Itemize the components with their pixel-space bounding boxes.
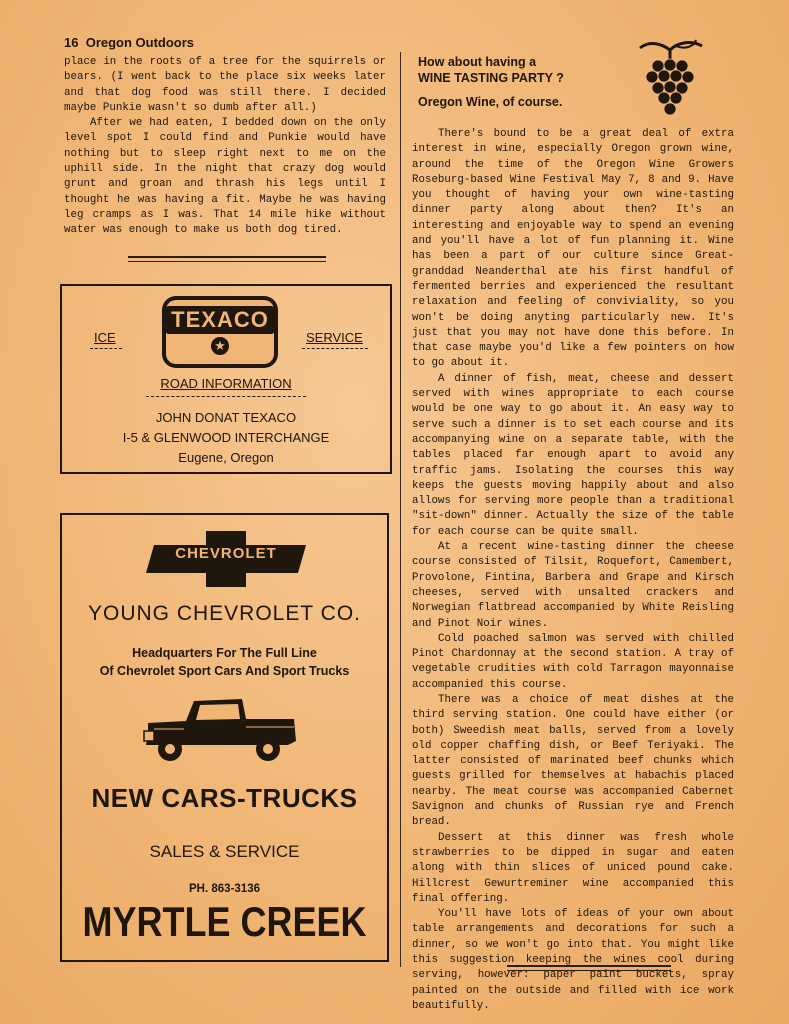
page-header <box>64 35 194 50</box>
chevrolet-ad <box>60 513 389 962</box>
left-story <box>64 55 386 239</box>
texaco-logo-text: TEXACO <box>165 306 275 334</box>
dash-divider <box>146 396 306 397</box>
ice-label: ICE <box>94 330 116 345</box>
grapes-icon <box>632 36 706 120</box>
article-paragraph: Cold poached salmon was served with chilled Pinot Chardonnay at the second station. A tray of vegetable crudities with cold Tarragon mayonnaise accompanied this course. <box>412 632 734 691</box>
page-number: 16 <box>64 35 79 50</box>
business-city: Eugene, Oregon <box>178 450 274 465</box>
wine-article-body <box>412 127 734 1014</box>
article-end-rule <box>507 965 671 967</box>
story-paragraph: After we had eaten, I bedded down on the only level spot I could find and Punkie would have nothing but to sleep right next to me on the uphill side. In the night that crazy dog would grunt and groan and thrash his legs until I thought he was having a fit. Maybe he was having leg cramps as I was. That 14 mile hike without water was enough to make us both dog tired. <box>64 117 386 237</box>
town-name: MYRTLE CREEK <box>82 897 367 945</box>
chevrolet-brand-text: CHEVROLET <box>175 545 277 562</box>
article-paragraph: There's bound to be a great deal of extra interest in wine, especially Oregon grown wine, around the time of the Oregon Wine Growers Roseburg-based Wine Festival May 7, 8 and 9. Have you thought of having your own wine-tasting dinner party along about then? It's an interesting and enjoyable way to spend an evening and you'll have a lot of fun planning it. Wine has been a part of our culture since Great-granddad Neanderthal ate his first handful of fermented berries and experienced the resultant relaxation and feeling of conviviality, so you won't be doing anyting particularly new. It's just that you may not have done this before. In that case maybe you'd like a few pointers on how to go about it. <box>412 128 734 370</box>
pickup-truck-icon <box>142 693 300 769</box>
texaco-ad <box>60 284 392 474</box>
new-cars-trucks-text: NEW CARS-TRUCKS <box>91 783 358 813</box>
article-heading-line: How about having a <box>418 55 537 69</box>
article-heading-title: WINE TASTING PARTY ? <box>418 71 564 85</box>
column-divider <box>400 52 401 967</box>
article-end-rule <box>507 970 671 971</box>
road-information-label: ROAD INFORMATION <box>160 376 292 391</box>
texaco-logo <box>162 296 278 368</box>
dash-divider <box>90 348 122 349</box>
star-icon: ★ <box>211 337 229 355</box>
article-paragraph: There was a choice of meat dishes at the third serving station. One could have either (or both) Sweedish meat balls, served from a lovely old copper chaffing dish, or Beef Teriyaki. The latter consisted of marinated beef chunks which guests grilled for themselves at habachis placed nearby. The meat course was accompanied Cabernet Savignon and chunks of Russian rye and French bread. <box>412 693 734 829</box>
article-paragraph: Dessert at this dinner was fresh whole strawberries to be dipped in sugar and eaten along with thin slices of uniced pound cake. Hillcrest Gewurtreminer wine accompanied this final offering. <box>412 831 734 905</box>
story-paragraph: place in the roots of a tree for the squirrels or bears. (I went back to the place six weeks later and that dog food was still there. I decided maybe Punkie wasn't so dumb after all.) <box>64 56 386 114</box>
article-paragraph: At a recent wine-tasting dinner the cheese course consisted of Tilsit, Roquefort, Camembert, Provolone, Fintina, Barbera and Grape and Kirsch cheeses, served with unsalted crackers and Norwegian flatbread accompanied by White Reisling and Pinot Noir wines. <box>412 541 734 630</box>
business-name: JOHN DONAT TEXACO <box>155 410 297 425</box>
story-end-rule <box>128 256 326 258</box>
ad-headline: Headquarters For The Full Line <box>132 646 317 660</box>
dash-divider <box>302 348 368 349</box>
ad-headline: Of Chevrolet Sport Cars And Sport Trucks <box>99 664 350 678</box>
sales-service-text: SALES & SERVICE <box>149 842 300 861</box>
article-subheading: Oregon Wine, of course. <box>418 95 563 109</box>
article-paragraph: A dinner of fish, meat, cheese and dessert served with wines appropriate to each course would be one way to go about it. An easy way to serve such a dinner is to set each course and its accompanying wine on a separate table, with the tables placed far enough apart to avoid any traffic jams. Isolating the courses this way keeps the guests moving happily about and also allows for serving more people than a traditional "sit-down" dinner. Actually the size of the table for each course can be quite small. <box>412 372 734 538</box>
article-paragraph: You'll have lots of ideas of your own about table arrangements and decorations for such a dinner, so we won't go into that. You might like this suggestion keeping the wines cool during serving, however: paper paint buckets, spray painted on the outside and filled with ice work beautifully. <box>412 908 734 1012</box>
story-end-rule <box>128 261 326 262</box>
service-label: SERVICE <box>306 330 363 345</box>
business-location: I-5 & GLENWOOD INTERCHANGE <box>122 430 330 445</box>
dealer-name: YOUNG CHEVROLET CO. <box>88 602 361 625</box>
publication-name: Oregon Outdoors <box>85 35 195 50</box>
phone-number: PH. 863-3136 <box>189 883 260 895</box>
